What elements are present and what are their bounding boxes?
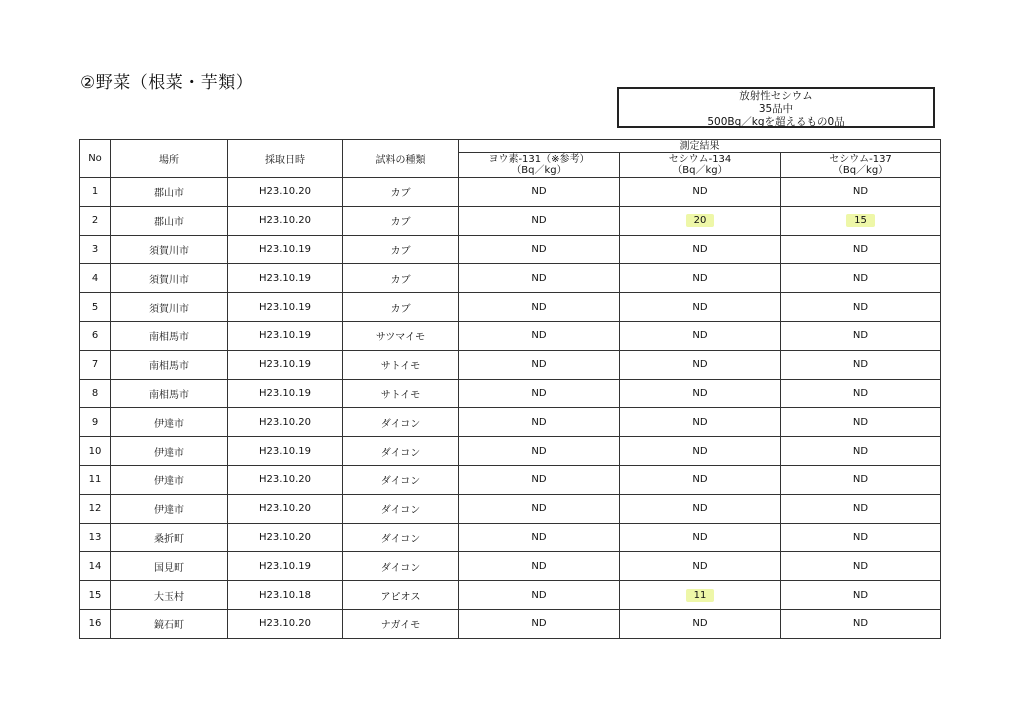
- table-row: [80, 379, 941, 408]
- header-date: 採取日時: [228, 140, 343, 178]
- cell-iodine131: ND: [459, 235, 620, 264]
- summary-box: [617, 87, 935, 128]
- cell-place: 伊達市: [111, 465, 228, 494]
- cell-no: 8: [80, 379, 111, 408]
- cell-iodine131: ND: [459, 293, 620, 322]
- cell-cesium137: ND: [781, 235, 941, 264]
- cell-date: H23.10.19: [228, 350, 343, 379]
- cell-cesium134: ND: [620, 552, 781, 581]
- cell-place: 南相馬市: [111, 379, 228, 408]
- table-row: [80, 609, 941, 638]
- cell-item: カブ: [343, 293, 459, 322]
- cell-cesium137: ND: [781, 408, 941, 437]
- cell-iodine131: ND: [459, 206, 620, 235]
- highlighted-value: 15: [846, 214, 875, 227]
- cell-cesium137: ND: [781, 264, 941, 293]
- cell-cesium134: ND: [620, 465, 781, 494]
- cell-cesium137: ND: [781, 609, 941, 638]
- table-row: [80, 523, 941, 552]
- cell-place: 伊達市: [111, 408, 228, 437]
- table-row: [80, 465, 941, 494]
- cell-item: サツマイモ: [343, 321, 459, 350]
- cell-place: 須賀川市: [111, 264, 228, 293]
- cell-cesium134: ND: [620, 178, 781, 207]
- cell-cesium134: ND: [620, 494, 781, 523]
- cell-cesium137: ND: [781, 523, 941, 552]
- header-iodine131-name: ヨウ素-131（※参考）: [488, 154, 590, 165]
- cell-no: 9: [80, 408, 111, 437]
- cell-place: 須賀川市: [111, 293, 228, 322]
- cell-item: サトイモ: [343, 350, 459, 379]
- header-cesium134-unit: （Bq／kg）: [672, 165, 728, 176]
- cell-no: 15: [80, 581, 111, 610]
- cell-cesium137: ND: [781, 494, 941, 523]
- cell-item: カブ: [343, 235, 459, 264]
- cell-iodine131: ND: [459, 321, 620, 350]
- table-row: [80, 235, 941, 264]
- table-row: [80, 206, 941, 235]
- cell-date: H23.10.19: [228, 379, 343, 408]
- cell-cesium134: ND: [620, 293, 781, 322]
- table-body: [80, 178, 941, 639]
- table-row: [80, 408, 941, 437]
- cell-date: H23.10.20: [228, 206, 343, 235]
- header-iodine131: [459, 153, 620, 178]
- table-row: [80, 264, 941, 293]
- header-cesium134-name: セシウム-134: [668, 154, 732, 165]
- cell-date: H23.10.20: [228, 523, 343, 552]
- cell-place: 鏡石町: [111, 609, 228, 638]
- cell-date: H23.10.20: [228, 494, 343, 523]
- header-no: No: [80, 140, 111, 178]
- cell-cesium134: [620, 581, 781, 610]
- cell-no: 6: [80, 321, 111, 350]
- cell-iodine131: ND: [459, 408, 620, 437]
- cell-no: 10: [80, 437, 111, 466]
- cell-no: 5: [80, 293, 111, 322]
- cell-item: カブ: [343, 206, 459, 235]
- cell-iodine131: ND: [459, 494, 620, 523]
- summary-line-2: 35品中: [758, 103, 794, 115]
- cell-date: H23.10.19: [228, 235, 343, 264]
- cell-date: H23.10.19: [228, 293, 343, 322]
- summary-line-1: 放射性セシウム: [739, 90, 813, 102]
- cell-iodine131: ND: [459, 523, 620, 552]
- highlighted-value: 11: [686, 589, 715, 602]
- results-table: [79, 139, 941, 639]
- cell-cesium134: ND: [620, 235, 781, 264]
- cell-no: 1: [80, 178, 111, 207]
- cell-no: 13: [80, 523, 111, 552]
- cell-date: H23.10.19: [228, 552, 343, 581]
- cell-place: 南相馬市: [111, 350, 228, 379]
- table-row: [80, 437, 941, 466]
- cell-place: 郡山市: [111, 206, 228, 235]
- cell-date: H23.10.20: [228, 465, 343, 494]
- cell-no: 4: [80, 264, 111, 293]
- table-header: [80, 140, 941, 178]
- table-row: [80, 178, 941, 207]
- cell-place: 伊達市: [111, 494, 228, 523]
- cell-place: 須賀川市: [111, 235, 228, 264]
- cell-date: H23.10.20: [228, 609, 343, 638]
- page-title: ②野菜（根菜・芋類）: [80, 73, 254, 93]
- cell-item: アピオス: [343, 581, 459, 610]
- cell-cesium137: ND: [781, 465, 941, 494]
- header-item: 試料の種類: [343, 140, 459, 178]
- cell-date: H23.10.19: [228, 321, 343, 350]
- cell-item: カブ: [343, 264, 459, 293]
- cell-cesium134: ND: [620, 523, 781, 552]
- cell-iodine131: ND: [459, 178, 620, 207]
- cell-cesium137: ND: [781, 321, 941, 350]
- table-row: [80, 552, 941, 581]
- cell-item: ダイコン: [343, 494, 459, 523]
- cell-cesium137: ND: [781, 437, 941, 466]
- cell-cesium137: ND: [781, 379, 941, 408]
- cell-iodine131: ND: [459, 552, 620, 581]
- cell-item: ダイコン: [343, 437, 459, 466]
- cell-item: ダイコン: [343, 552, 459, 581]
- cell-no: 11: [80, 465, 111, 494]
- cell-place: 大玉村: [111, 581, 228, 610]
- cell-item: ナガイモ: [343, 609, 459, 638]
- cell-cesium134: ND: [620, 408, 781, 437]
- cell-date: H23.10.19: [228, 437, 343, 466]
- cell-date: H23.10.20: [228, 178, 343, 207]
- cell-cesium137: ND: [781, 552, 941, 581]
- cell-iodine131: ND: [459, 581, 620, 610]
- table-row: [80, 581, 941, 610]
- cell-cesium134: ND: [620, 379, 781, 408]
- cell-no: 16: [80, 609, 111, 638]
- cell-iodine131: ND: [459, 609, 620, 638]
- header-iodine131-unit: （Bq／kg）: [511, 165, 567, 176]
- header-cesium137-name: セシウム-137: [829, 154, 892, 165]
- cell-cesium134: ND: [620, 609, 781, 638]
- cell-place: 南相馬市: [111, 321, 228, 350]
- table-row: [80, 321, 941, 350]
- cell-place: 郡山市: [111, 178, 228, 207]
- highlighted-value: 20: [686, 214, 715, 227]
- cell-cesium137: ND: [781, 350, 941, 379]
- cell-cesium134: ND: [620, 264, 781, 293]
- cell-item: ダイコン: [343, 523, 459, 552]
- cell-cesium137: ND: [781, 581, 941, 610]
- cell-no: 2: [80, 206, 111, 235]
- cell-cesium137: [781, 206, 941, 235]
- cell-cesium137: ND: [781, 293, 941, 322]
- cell-cesium134: ND: [620, 321, 781, 350]
- cell-no: 12: [80, 494, 111, 523]
- cell-cesium134: ND: [620, 350, 781, 379]
- cell-place: 桑折町: [111, 523, 228, 552]
- table-row: [80, 494, 941, 523]
- cell-no: 3: [80, 235, 111, 264]
- cell-place: 国見町: [111, 552, 228, 581]
- cell-cesium134: [620, 206, 781, 235]
- cell-cesium137: ND: [781, 178, 941, 207]
- summary-line-3: 500Bq／kgを超えるもの0品: [707, 116, 845, 128]
- header-place: 場所: [111, 140, 228, 178]
- table-row: [80, 293, 941, 322]
- cell-item: カブ: [343, 178, 459, 207]
- header-cesium137-unit: （Bq／kg）: [832, 165, 889, 176]
- cell-iodine131: ND: [459, 264, 620, 293]
- cell-date: H23.10.20: [228, 408, 343, 437]
- header-cesium137: [781, 153, 941, 178]
- cell-iodine131: ND: [459, 350, 620, 379]
- cell-iodine131: ND: [459, 379, 620, 408]
- cell-item: サトイモ: [343, 379, 459, 408]
- cell-iodine131: ND: [459, 465, 620, 494]
- cell-date: H23.10.19: [228, 264, 343, 293]
- cell-no: 14: [80, 552, 111, 581]
- cell-cesium134: ND: [620, 437, 781, 466]
- cell-item: ダイコン: [343, 465, 459, 494]
- cell-item: ダイコン: [343, 408, 459, 437]
- header-results-group: 測定結果: [459, 140, 941, 153]
- table-row: [80, 350, 941, 379]
- cell-iodine131: ND: [459, 437, 620, 466]
- cell-place: 伊達市: [111, 437, 228, 466]
- cell-no: 7: [80, 350, 111, 379]
- header-cesium134: [620, 153, 781, 178]
- cell-date: H23.10.18: [228, 581, 343, 610]
